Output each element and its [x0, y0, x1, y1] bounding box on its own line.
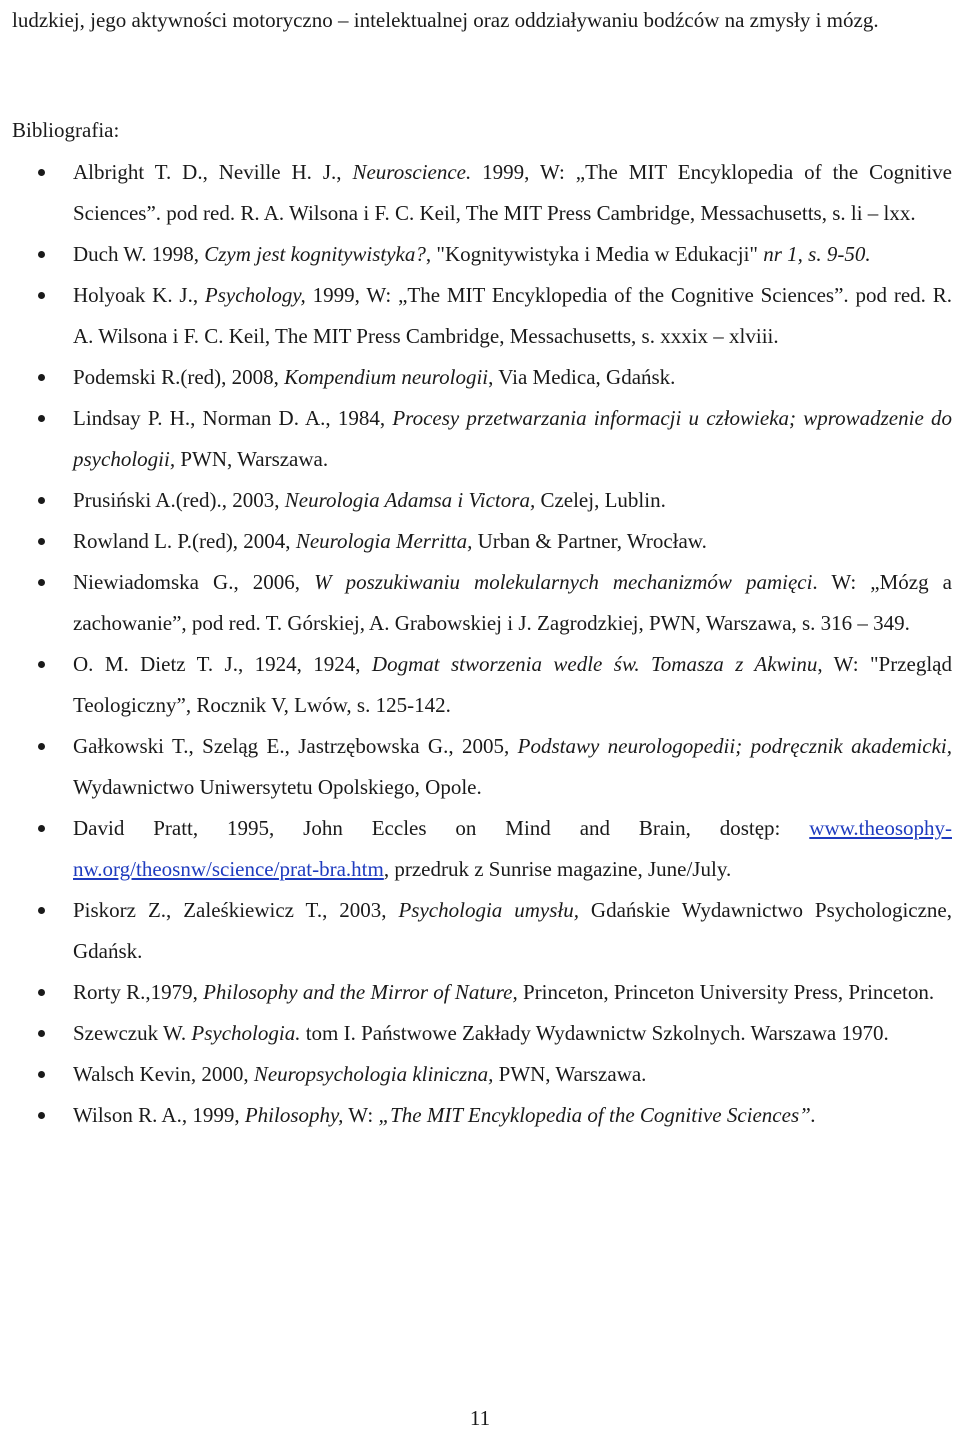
entry-authors: Prusiński A.(red)., 2003,	[73, 488, 285, 512]
theosophy-link[interactable]: www.theosophy-nw.org/theosnw/science/prat-bra.htm	[73, 816, 952, 881]
entry-title: Neurologia Adamsa i Victora,	[284, 488, 536, 512]
entry-details: Gdańskie Wydawnictwo Psychologiczne, Gdańsk.	[73, 898, 952, 963]
entry-details: . W: „Mózg a zachowanie”, pod red. T. Górskiej, A. Grabowskiej i J. Zagrodzkiej, PWN, Warszawa, s. 316 – 349.	[73, 570, 952, 635]
bibliography-list	[73, 152, 952, 1136]
entry-authors: Albright T. D., Neville H. J.,	[73, 160, 353, 184]
entry-authors: Duch W. 1998,	[73, 242, 205, 266]
bibliography-entry	[73, 357, 952, 398]
entry-title: Dogmat stworzenia wedle św. Tomasza z Akwinu	[371, 652, 818, 676]
entry-authors: Holyoak K. J.,	[73, 283, 205, 307]
bibliography-heading: Bibliografia:	[12, 118, 120, 142]
entry-authors: O. M. Dietz T. J., 1924, 1924,	[73, 652, 372, 676]
entry-source: „The MIT Encyklopedia of the Cognitive Sciences”.	[378, 1103, 817, 1127]
entry-title: Neuroscience.	[352, 160, 472, 184]
entry-authors: Piskorz Z., Zaleśkiewicz T., 2003,	[73, 898, 399, 922]
entry-title: Philosophy and the Mirror of Nature,	[203, 980, 518, 1004]
entry-details: Czelej, Lublin.	[535, 488, 666, 512]
entry-authors: Niewiadomska G., 2006,	[73, 570, 315, 594]
entry-authors: Lindsay P. H., Norman D. A., 1984,	[73, 406, 393, 430]
bibliography-entry	[73, 234, 952, 275]
entry-title: Podstawy neurologopedii; podręcznik akademicki,	[517, 734, 952, 758]
bibliography-entry	[73, 480, 952, 521]
entry-title: Czym jest kognitywistyka?	[204, 242, 426, 266]
entry-authors: Podemski R.(red), 2008,	[73, 365, 285, 389]
entry-issue: nr 1, s. 9-50.	[763, 242, 871, 266]
entry-authors: Wilson R. A., 1999,	[73, 1103, 245, 1127]
entry-details: 1999, W: „The MIT Encyklopedia of the Cognitive Sciences”. pod red. R. A. Wilsona i F. C. Keil, The MIT Press Cambridge, Messachusetts, s. li – lxx.	[73, 160, 952, 225]
bibliography-entry	[73, 1054, 952, 1095]
entry-title: Psychology,	[204, 283, 306, 307]
bibliography-entry	[73, 890, 952, 972]
bibliography-entry	[73, 1013, 952, 1054]
bibliography-entry	[73, 275, 952, 357]
entry-title: Psychologia umysłu,	[398, 898, 579, 922]
entry-details: PWN, Warszawa.	[175, 447, 329, 471]
bibliography-entry	[73, 808, 952, 890]
entry-title: Psychologia.	[191, 1021, 301, 1045]
intro-paragraph: ludzkiej, jego aktywności motoryczno – intelektualnej oraz oddziaływaniu bodźców na zmysły i mózg.	[12, 8, 879, 32]
bibliography-entry	[73, 398, 952, 480]
bibliography-entry	[73, 726, 952, 808]
entry-details: Urban & Partner, Wrocław.	[472, 529, 707, 553]
bibliography-entry	[73, 644, 952, 726]
entry-details: PWN, Warszawa.	[493, 1062, 647, 1086]
bibliography-entry	[73, 972, 952, 1013]
entry-authors: Rowland L. P.(red), 2004,	[73, 529, 296, 553]
bibliography-entry	[73, 562, 952, 644]
entry-details: Wydawnictwo Uniwersytetu Opolskiego, Opole.	[73, 775, 482, 799]
entry-details: Princeton, Princeton University Press, Princeton.	[517, 980, 935, 1004]
entry-authors: Gałkowski T., Szeląg E., Jastrzębowska G., 2005,	[73, 734, 518, 758]
entry-details: 1999, W: „The MIT Encyklopedia of the Cognitive Sciences”. pod red. R. A. Wilsona i F. C. Keil, The MIT Press Cambridge, Messachusetts, s. xxxix – xlviii.	[73, 283, 952, 348]
bibliography-entry	[73, 1095, 952, 1136]
entry-title: Procesy przetwarzania informacji u człowieka; wprowadzenie do psychologii,	[73, 406, 952, 471]
entry-details: , "Kognitywistyka i Media w Edukacji"	[425, 242, 764, 266]
entry-title: Philosophy,	[244, 1103, 344, 1127]
entry-details: , W: "Przegląd Teologiczny”, Rocznik V, Lwów, s. 125-142.	[73, 652, 952, 717]
entry-title: Kompendium neurologii	[284, 365, 489, 389]
entry-authors: Szewczuk W.	[73, 1021, 192, 1045]
entry-title: W poszukiwaniu molekularnych mechanizmów pamięci	[314, 570, 813, 594]
entry-details: tom I. Państwowe Zakłady Wydawnictw Szkolnych. Warszawa 1970.	[300, 1021, 889, 1045]
bibliography-entry	[73, 521, 952, 562]
entry-authors: Rorty R.,1979,	[73, 980, 204, 1004]
entry-title: Neuropsychologia kliniczna,	[253, 1062, 494, 1086]
bibliography-entry	[73, 152, 952, 234]
page-number: 11	[469, 1406, 491, 1430]
entry-title: Neurologia Merritta,	[295, 529, 473, 553]
entry-authors: David Pratt, 1995, John Eccles on Mind and Brain, dostęp:	[73, 816, 810, 840]
entry-details: , Via Medica, Gdańsk.	[488, 365, 676, 389]
entry-details: , przedruk z Sunrise magazine, June/July.	[383, 857, 732, 881]
entry-authors: Walsch Kevin, 2000,	[73, 1062, 254, 1086]
entry-details: W:	[343, 1103, 379, 1127]
